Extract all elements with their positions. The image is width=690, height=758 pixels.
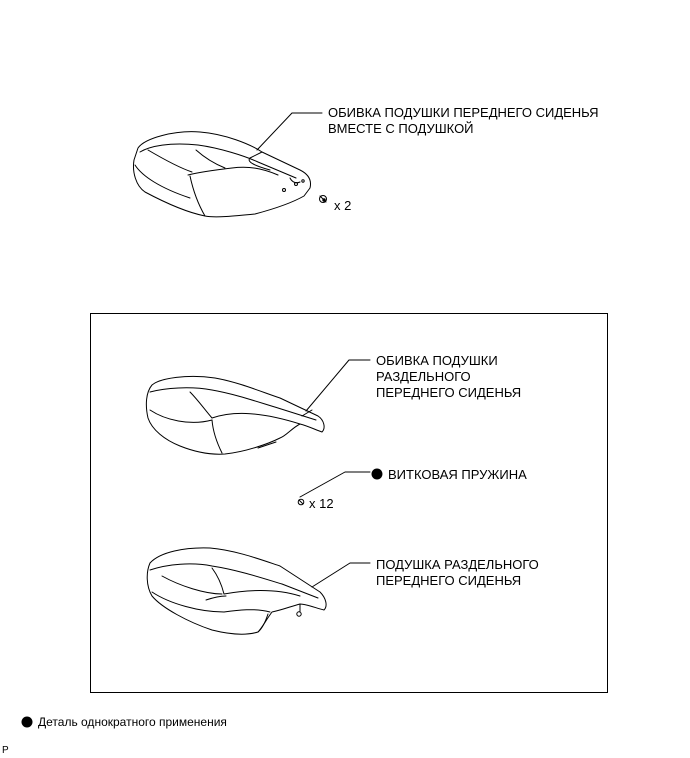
legend-filled-circle-icon: [22, 717, 33, 728]
legend-text: Деталь однократного применения: [38, 715, 227, 729]
label-separate-front-seat-cushion-pad: ПОДУШКА РАЗДЕЛЬНОГО ПЕРЕДНЕГО СИДЕНЬЯ: [376, 557, 539, 588]
corner-code: P: [2, 745, 9, 756]
label-front-seat-cushion-cover-with-pad: ОБИВКА ПОДУШКИ ПЕРЕДНЕГО СИДЕНЬЯ ВМЕСТЕ С ПОДУШКОЙ: [328, 105, 599, 136]
leader-line-top: [257, 113, 322, 150]
label-coil-spring-quantity: x 12: [309, 496, 334, 511]
label-separate-front-seat-cushion-cover: ОБИВКА ПОДУШКИ РАЗДЕЛЬНОГО ПЕРЕДНЕГО СИДЕНЬЯ: [376, 353, 522, 400]
clip-icon: [320, 196, 327, 203]
label-coil-spring: ВИТКОВАЯ ПРУЖИНА: [388, 467, 527, 482]
seat-cushion-assembly-drawing: [133, 132, 310, 217]
sub-assembly-frame: [90, 313, 608, 693]
label-clip-quantity: x 2: [334, 198, 352, 213]
